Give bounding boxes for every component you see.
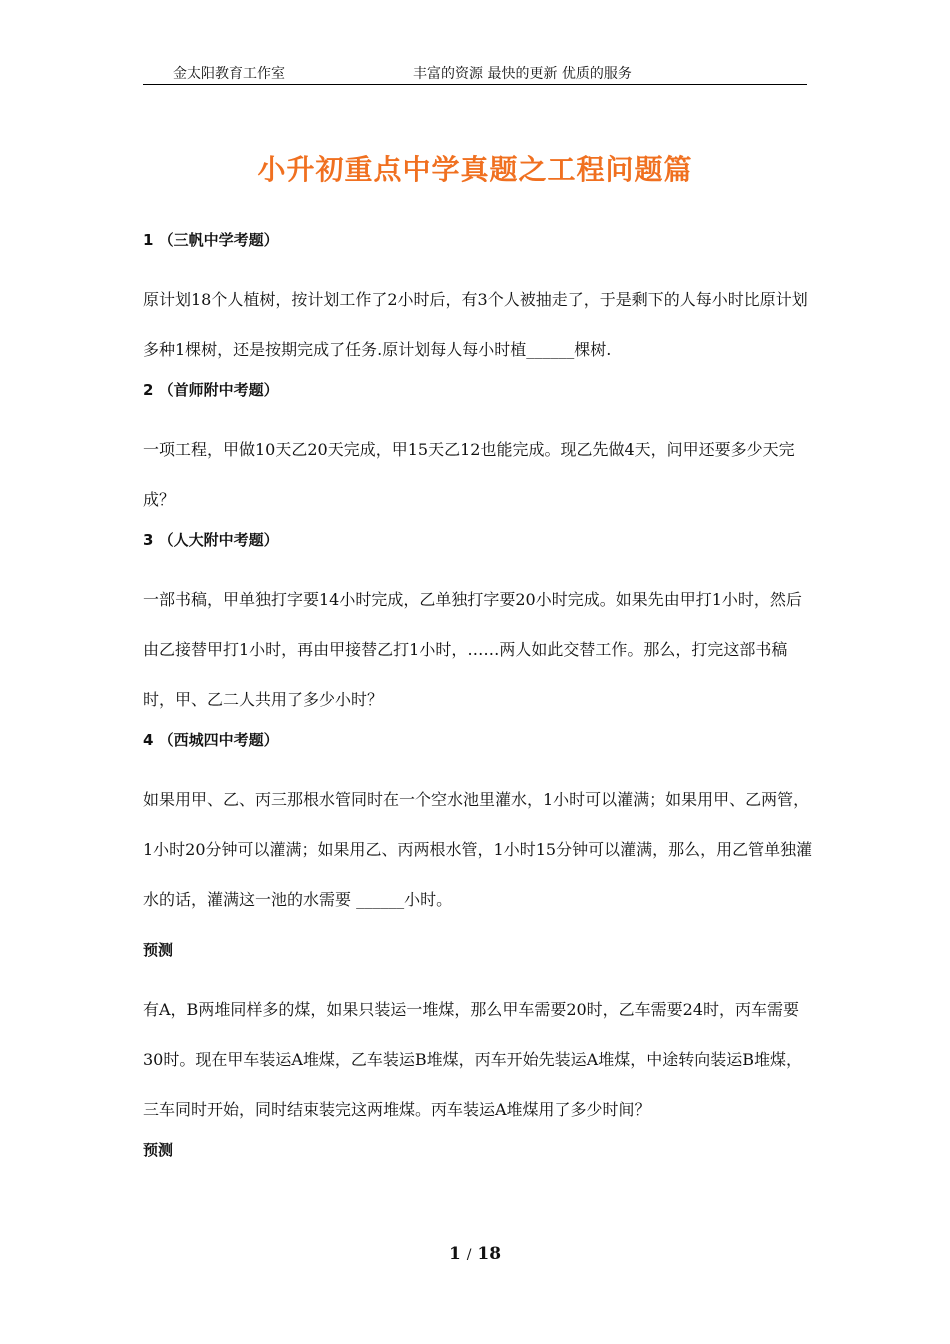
question-4-heading: 4 （西城四中考题） <box>143 731 279 749</box>
page-title: 小升初重点中学真题之工程问题篇 <box>257 153 693 186</box>
header-right-text: 丰富的资源 最快的更新 优质的服务 <box>413 66 632 82</box>
prediction-1-text: 有A，B两堆同样多的煤，如果只装运一堆煤，那么甲车需要20时，乙车需要24时，丙车需要30时。现在甲车装运A堆煤，乙车装运B堆煤，丙车开始先装运A堆煤，中途转向装运B堆煤，三车同时开始，同时结束装完这两堆煤。丙车装运A堆煤用了多少时间？ <box>143 1000 802 1119</box>
document-body <box>143 225 813 1185</box>
prediction-1-heading: 预测 <box>143 941 174 959</box>
page-total: 18 <box>477 1244 502 1264</box>
question-2-text: 一项工程，甲做10天乙20天完成，甲15天乙12也能完成。现乙先做4天，问甲还要多少天完成？ <box>143 440 795 509</box>
page-footer <box>0 1244 950 1264</box>
header-left-text: 金太阳教育工作室 <box>173 66 285 82</box>
question-1-heading: 1 （三帆中学考题） <box>143 231 279 249</box>
question-2-heading: 2 （首师附中考题） <box>143 381 279 399</box>
prediction-2-heading: 预测 <box>143 1141 174 1159</box>
question-3-heading: 3 （人大附中考题） <box>143 531 279 549</box>
question-1-text: 原计划18个人植树，按计划工作了2小时后，有3个人被抽走了，于是剩下的人每小时比原计划多种1棵树，还是按期完成了任务.原计划每人每小时植______棵树. <box>143 290 808 359</box>
question-3-text: 一部书稿，甲单独打字要14小时完成，乙单独打字要20小时完成。如果先由甲打1小时，然后由乙接替甲打1小时，再由甲接替乙打1小时，……两人如此交替工作。那么，打完这部书稿时，甲、乙二人共用了多少小时？ <box>143 590 802 709</box>
section-gap <box>143 925 813 935</box>
page-number: 1 <box>448 1244 461 1264</box>
question-4-text: 如果用甲、乙、丙三那根水管同时在一个空水池里灌水，1小时可以灌满；如果用甲、乙两管，1小时20分钟可以灌满；如果用乙、丙两根水管，1小时15分钟可以灌满，那么，用乙管单独灌水的话，灌满这一池的水需要 ______小时。 <box>143 790 813 909</box>
page-header <box>143 66 807 85</box>
page-separator: / <box>466 1247 472 1263</box>
